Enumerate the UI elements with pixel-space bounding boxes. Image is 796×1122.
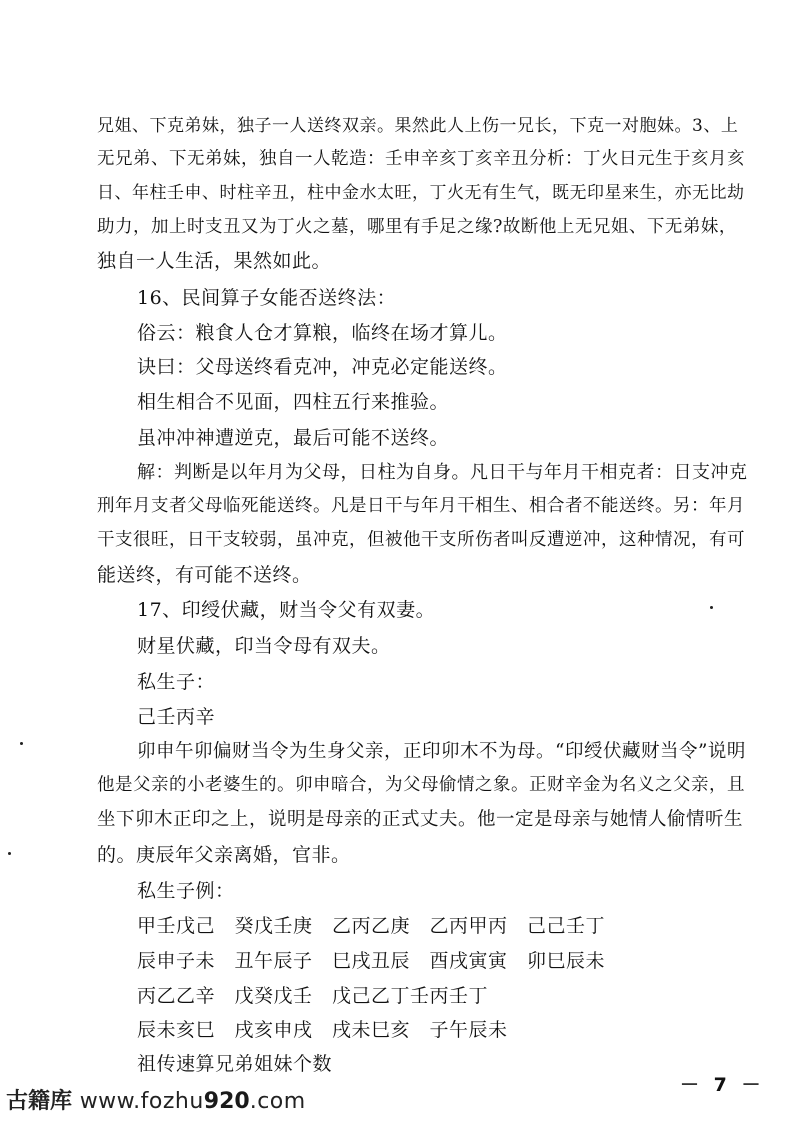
section-heading-16: 16、民间算子女能否送终法： (137, 287, 397, 309)
scan-speck (710, 606, 713, 609)
text-line-11: 解：判断是以年月为父母，日柱为自身。凡日干与年月干相克者：日支冲克 (137, 462, 748, 483)
text-line-23: 私生子例： (137, 880, 235, 902)
text-line-25: 辰申子未 丑午辰子 巳戌丑辰 酉戌寅寅 卯巳辰未 (137, 950, 606, 972)
text-line-22: 的。庚辰年父亲离婚，官非。 (97, 844, 351, 866)
site-watermark (6, 1084, 306, 1115)
text-line-27: 辰未亥巳 戌亥申戌 戌未巳亥 子午辰未 (137, 1019, 508, 1041)
text-line-3: 日、年柱壬申、时柱辛丑，柱中金水太旺，丁火无有生气，既无印星来生，亦无比劫 (97, 183, 745, 203)
text-line-14: 能送终，有可能不送终。 (97, 564, 312, 586)
text-line-2: 无兄弟、下无弟妹，独自一人乾造：壬申辛亥丁亥辛丑分析：丁火日元生于亥月亥 (97, 149, 745, 169)
watermark-site-suffix: .com (249, 1089, 306, 1114)
text-line-18: 己壬丙辛 (137, 706, 216, 728)
text-line-28: 祖传速算兄弟姐妹个数 (137, 1053, 333, 1075)
text-line-24: 甲壬戊己 癸戊壬庚 乙丙乙庚 乙丙甲丙 己己壬丁 (137, 915, 606, 937)
text-line-26: 丙乙乙辛 戊癸戊壬 戊己乙丁壬丙壬丁 (137, 985, 489, 1007)
text-line-9: 相生相合不见面，四柱五行来推验。 (137, 391, 450, 413)
watermark-site-prefix: www.fozhu (79, 1089, 204, 1114)
text-line-7: 俗云：粮食人仓才算粮，临终在场才算儿。 (137, 322, 508, 344)
scan-speck (20, 742, 23, 745)
text-line-10: 虽冲冲神遭逆克，最后可能不送终。 (137, 427, 450, 449)
text-line-17: 私生子： (137, 671, 216, 693)
page-number: － 7 － (680, 1074, 765, 1096)
text-line-21: 坐下卯木正印之上，说明是母亲的正式丈夫。他一定是母亲与她情人偷情听生 (97, 809, 744, 830)
text-line-1: 兄姐、下克弟妹，独子一人送终双亲。果然此人上伤一兄长，下克一对胞妹。3、上 (97, 116, 739, 136)
text-line-20: 他是父亲的小老婆生的。卯申暗合，为父母偷情之象。正财辛金为名义之父亲，且 (97, 775, 745, 795)
text-line-13: 干支很旺，日干支较弱，虽冲克，但被他干支所伤者叫反遭逆冲，这种情况，有可 (97, 530, 745, 550)
watermark-brand: 古籍库 (6, 1089, 73, 1114)
text-line-19: 卯申午卯偏财当令为生身父亲，正印卯木不为母。“印绶伏藏财当令”说明 (137, 741, 746, 762)
scan-speck (8, 852, 11, 855)
text-line-12: 刑年月支者父母临死能送终。凡是日干与年月干相生、相合者不能送终。另：年月 (97, 496, 745, 516)
section-heading-17: 17、印绶伏藏，财当令父有双妻。 (137, 599, 436, 621)
text-line-5: 独自一人生活，果然如此。 (97, 250, 332, 272)
text-line-4: 助力，加上时支丑又为丁火之墓，哪里有手足之缘?故断他上无兄姐、下无弟妹， (97, 217, 737, 237)
text-line-8: 诀曰：父母送终看克冲，冲克必定能送终。 (137, 356, 508, 378)
watermark-site-number: 920 (203, 1089, 250, 1114)
text-line-16: 财星伏藏，印当令母有双夫。 (137, 635, 391, 657)
